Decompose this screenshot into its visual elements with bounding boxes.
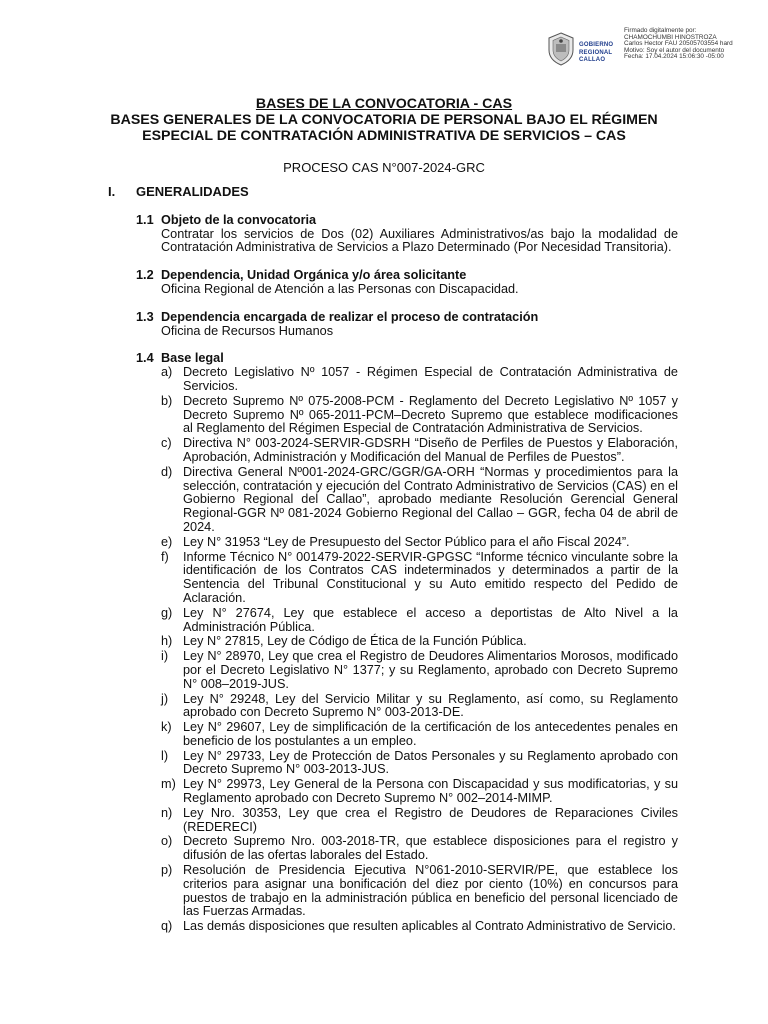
list-letter: k): [161, 720, 172, 735]
signature-line: Carlos Hector FAU 20505703554 hard: [624, 40, 733, 48]
subsection-text: Contratar los servicios de Dos (02) Auxiliares Administrativos/as bajo la modalidad de Contratación Administrativa de Servicios a Plazo Determinado (Por Necesidad Transitoria).: [161, 226, 678, 255]
list-item: [161, 650, 678, 691]
subsection-text: Oficina Regional de Atención a las Personas con Discapacidad.: [161, 281, 519, 296]
list-text: Ley N° 28970, Ley que crea el Registro de Deudores Alimentarios Morosos, modificado por el Decreto Legislativo N° 1377; y su Reglamento, aprobado con Decreto Supremo N° 008–2019-JUS.: [183, 649, 678, 691]
subsection-text: Oficina de Recursos Humanos: [161, 323, 334, 338]
list-text: Informe Técnico N° 001479-2022-SERVIR-GPGSC “Informe técnico vinculante sobre la identificación de los Contratos CAS indeterminados y determinados a partir de la Sentencia del Tribunal Constitucional y su Auto emitido respecto del Pedido de Aclaración.: [183, 549, 678, 605]
list-letter: h): [161, 634, 173, 649]
list-text: Decreto Supremo Nº 075-2008-PCM - Reglamento del Decreto Legislativo Nº 1057 y Decreto Supremo Nº 065-2011-PCM–Decreto Supremo que establece modificaciones al Reglamento del Régimen Especial de Contratación Administrativa de Servicios.: [183, 393, 678, 436]
subsection-number: 1.2: [136, 268, 154, 283]
list-letter: e): [161, 534, 173, 549]
list-text: Directiva N° 003-2024-SERVIR-GDSRH “Diseño de Perfiles de Puestos y Elaboración, Aprobación, Administración y Modificación del Manual de Perfiles de Puestos”.: [183, 436, 678, 464]
subsection-title: Dependencia, Unidad Orgánica y/o área solicitante: [161, 268, 467, 283]
list-text: Ley N° 31953 “Ley de Presupuesto del Sector Público para el año Fiscal 2024”.: [183, 534, 630, 549]
list-item: [161, 607, 678, 635]
subsection-legal-basis: [136, 352, 678, 935]
list-item: [161, 864, 678, 919]
subsection-title: Base legal: [161, 351, 224, 366]
logo-line: REGIONAL: [579, 49, 613, 56]
list-letter: o): [161, 834, 173, 849]
regional-seal-icon: [546, 32, 576, 66]
list-letter: b): [161, 393, 173, 408]
list-letter: m): [161, 777, 176, 792]
list-text: Directiva General Nº001-2024-GRC/GGR/GA-ORH “Normas y procedimientos para la selección, contratación y ejecución del Contrato Administrativo de Servicios (CAS) en el Gobierno Regional del Callao”, aprobado mediante Resolución Gerencial General Regional-GGR Nº 081-2024 Gobierno Regional del Callao – GGR, fecha 04 de abril de 2024.: [183, 464, 678, 534]
list-text: Ley Nro. 30353, Ley que crea el Registro de Deudores de Reparaciones Civiles (REDERECI): [183, 805, 678, 834]
process-code: PROCESO CAS N°007-2024-GRC: [283, 160, 485, 175]
signature-line: Firmado digitalmente por:: [624, 27, 697, 34]
section-heading: [108, 185, 678, 199]
list-letter: d): [161, 464, 173, 479]
subsection-number: 1.3: [136, 309, 154, 324]
subtitle-line-2: ESPECIAL DE CONTRATACIÓN ADMINISTRATIVA DE SERVICIOS – CAS: [142, 128, 626, 144]
list-item: [161, 536, 678, 550]
list-text: Ley N° 29607, Ley de simplificación de la certificación de los antecedentes penales en beneficio de los postulantes a un empleo.: [183, 720, 678, 748]
list-letter: i): [161, 649, 169, 664]
list-item: [161, 466, 678, 535]
list-text: Decreto Legislativo Nº 1057 - Régimen Especial de Contratación Administrativa de Servicios.: [183, 365, 678, 393]
subsection-number: 1.4: [136, 351, 154, 366]
list-text: Decreto Supremo Nro. 003-2018-TR, que establece disposiciones para el registro y difusión de las ofertas laborales del Estado.: [183, 834, 678, 863]
list-text: Ley N° 29973, Ley General de la Persona con Discapacidad y sus modificatorias, y su Reglamento aprobado con Decreto Supremo N° 002–2014-MIMP.: [183, 777, 678, 806]
logo-line: GOBIERNO: [579, 42, 614, 48]
list-item: [161, 395, 678, 436]
list-letter: q): [161, 919, 173, 934]
list-item: [161, 721, 678, 749]
list-item: [161, 635, 678, 649]
list-letter: g): [161, 605, 173, 620]
list-text: Ley N° 27674, Ley que establece el acceso a deportistas de Alto Nivel a la Administración Pública.: [183, 605, 678, 634]
document-header: [546, 28, 768, 76]
list-text: Ley N° 27815, Ley de Código de Ética de la Función Pública.: [183, 634, 527, 649]
logo-text: [579, 42, 613, 65]
main-title: BASES DE LA CONVOCATORIA - CAS: [255, 96, 513, 112]
list-text: Ley N° 29248, Ley del Servicio Militar y su Reglamento, así como, su Reglamento aprobado con Decreto Supremo N° 003-2013-DE.: [183, 691, 678, 720]
list-letter: f): [161, 549, 169, 564]
list-letter: c): [161, 436, 172, 451]
list-item: [161, 437, 678, 465]
digital-signature-stamp: [624, 28, 733, 61]
subsection-number: 1.1: [136, 212, 154, 227]
list-item: [161, 750, 678, 778]
document-body: [108, 185, 678, 949]
list-item: [161, 920, 678, 934]
list-letter: n): [161, 805, 173, 820]
list-item: [161, 366, 678, 394]
list-item: [161, 835, 678, 863]
logo-line: CALLAO: [579, 57, 606, 63]
list-item: [161, 551, 678, 606]
list-text: Ley N° 29733, Ley de Protección de Datos Personales y su Reglamento aprobado con Decreto Supremo N° 003-2013-JUS.: [183, 748, 678, 777]
section-number: I.: [108, 184, 116, 199]
list-item: [161, 807, 678, 835]
list-letter: j): [161, 691, 169, 706]
signature-line: CHAMOCHUMBI HINOSTROZA: [624, 33, 717, 41]
section-title: GENERALIDADES: [136, 184, 249, 199]
list-letter: l): [161, 748, 169, 763]
signature-line: Motivo: Soy el autor del documento: [624, 46, 725, 54]
subtitle-line-1: BASES GENERALES DE LA CONVOCATORIA DE PERSONAL BAJO EL RÉGIMEN: [110, 112, 658, 128]
subsection-objective: [136, 214, 678, 255]
document-titles: [0, 96, 768, 144]
signature-line: Fecha: 17.04.2024 15:06:30 -05:00: [624, 53, 724, 61]
list-text: Las demás disposiciones que resulten aplicables al Contrato Administrativo de Servicio.: [183, 919, 676, 934]
subsection-responsible-unit: [136, 311, 678, 339]
list-item: [161, 693, 678, 721]
list-item: [161, 778, 678, 806]
legal-basis-list: [161, 366, 678, 934]
subsection-requesting-unit: [136, 269, 678, 297]
list-letter: p): [161, 863, 173, 878]
subsection-title: Objeto de la convocatoria: [161, 212, 317, 227]
list-letter: a): [161, 365, 173, 380]
subsection-title: Dependencia encargada de realizar el proceso de contratación: [161, 309, 539, 324]
list-text: Resolución de Presidencia Ejecutiva N°061-2010-SERVIR/PE, que establece los criterios para asignar una bonificación del diez por ciento (10%) en concursos para puestos de trabajo en la administración pública en beneficio del personal licenciado de las Fuerzas Armadas.: [183, 863, 678, 919]
